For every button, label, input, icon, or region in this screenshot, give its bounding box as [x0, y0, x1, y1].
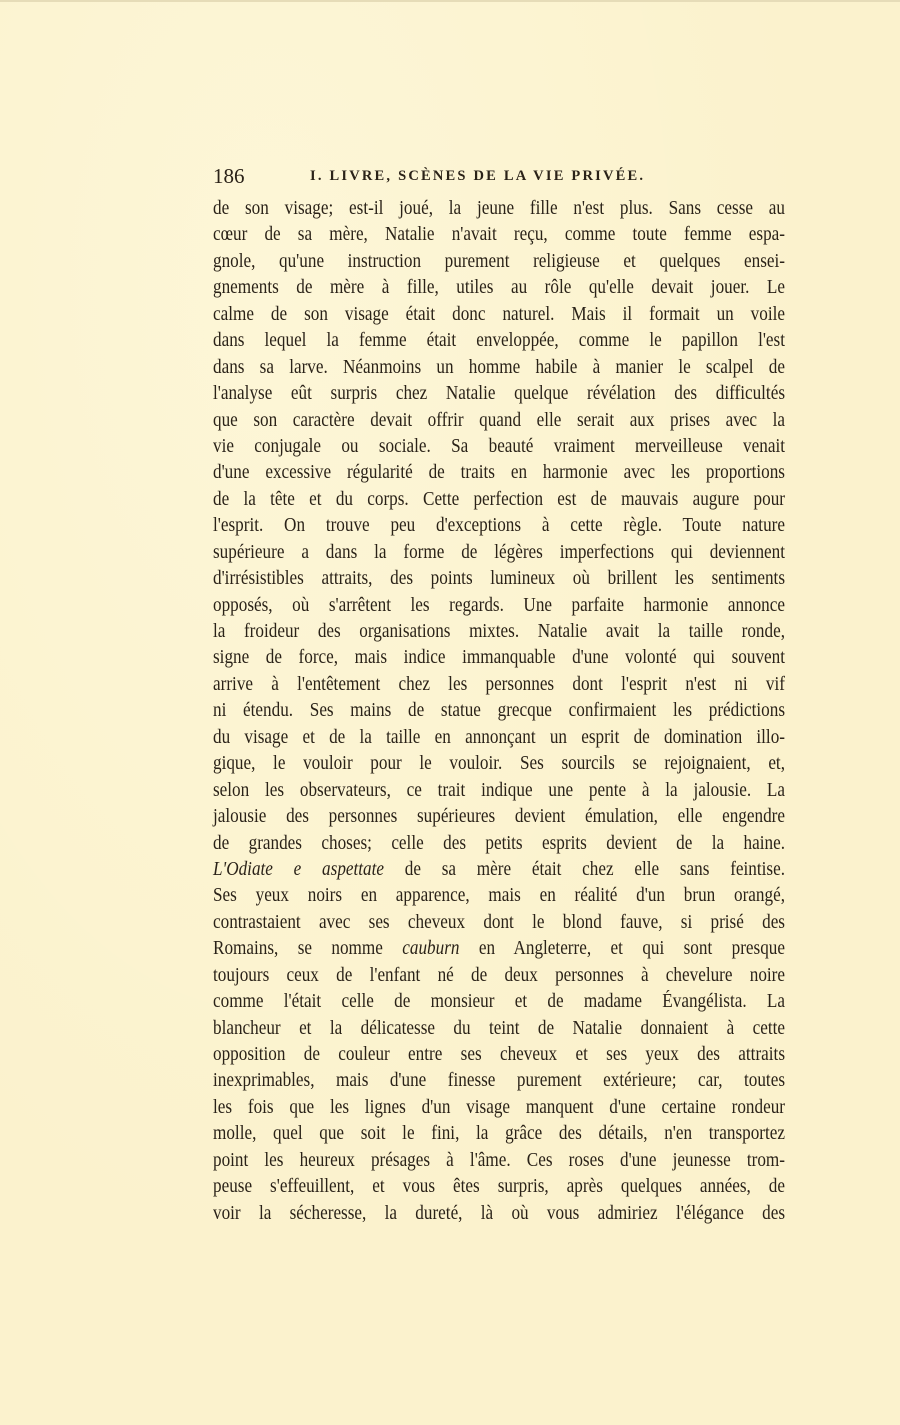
text-line: de grandes choses; celle des petits esprits devient de la haine. [213, 832, 785, 854]
text-line: la froideur des organisations mixtes. Natalie avait la taille ronde, [213, 621, 785, 642]
text-line: de la tête et du corps. Cette perfection est de mauvais augure pour [213, 488, 785, 510]
text-line: toujours ceux de l'enfant né de deux personnes à chevelure noire [213, 964, 785, 986]
body-text [213, 196, 785, 1227]
text-line: du visage et de la taille en annonçant un esprit de domination illo- [213, 726, 785, 748]
text-line: gique, le vouloir pour le vouloir. Ses sourcils se rejoignaient, et, [213, 753, 785, 775]
text-line: d'une excessive régularité de traits en harmonie avec les proportions [213, 462, 785, 484]
text-span: en Angleterre, et qui sont presque [459, 938, 785, 960]
text-line-with-italic [213, 936, 785, 962]
text-line: cœur de sa mère, Natalie n'avait reçu, comme toute femme espa- [213, 224, 785, 246]
text-line: d'irrésistibles attraits, des points lumineux où brillent les sentiments [213, 568, 785, 590]
text-line: peuse s'effeuillent, et vous êtes surpris, après quelques années, de [213, 1176, 785, 1198]
text-span: de sa mère était chez elle sans feintise. [384, 858, 785, 880]
running-head: I. LIVRE, SCÈNES DE LA VIE PRIVÉE. [310, 168, 646, 184]
text-line: les fois que les lignes d'un visage manquent d'une certaine rondeur [213, 1096, 785, 1118]
text-line: signe de force, mais indice immanquable d'une volonté qui souvent [213, 647, 785, 669]
text-line: contrastaient avec ses cheveux dont le blond fauve, si prisé des [213, 911, 785, 933]
text-line: molle, quel que soit le fini, la grâce des détails, n'en transportez [213, 1123, 785, 1145]
text-line: gnole, qu'une instruction purement religieuse et quelques ensei- [213, 250, 785, 272]
italic-word: cauburn [402, 938, 460, 960]
text-line: opposition de couleur entre ses cheveux et ses yeux des attraits [213, 1044, 785, 1065]
page-number: 186 [213, 164, 245, 188]
text-line: supérieure a dans la forme de légères imperfections qui deviennent [213, 541, 785, 563]
text-line: voir la sécheresse, la dureté, là où vous admiriez l'élégance des [213, 1202, 785, 1224]
text-line: dans lequel la femme était enveloppée, comme le papillon l'est [213, 330, 785, 352]
text-line: calme de son visage était donc naturel. Mais il formait un voile [213, 303, 785, 325]
text-line: l'analyse eût surpris chez Natalie quelque révélation des difficultés [213, 383, 785, 405]
text-line: point les heureux présages à l'âme. Ces roses d'une jeunesse trom- [213, 1149, 785, 1171]
page-edge [0, 0, 900, 2]
text-line: Ses yeux noirs en apparence, mais en réalité d'un brun orangé, [213, 885, 785, 907]
text-line: arrive à l'entêtement chez les personnes dont l'esprit n'est ni vif [213, 673, 785, 695]
text-line: selon les observateurs, ce trait indique une pente à la jalousie. La [213, 779, 785, 801]
text-line: blancheur et la délicatesse du teint de Natalie donnaient à cette [213, 1017, 785, 1039]
text-line: inexprimables, mais d'une finesse purement extérieure; car, toutes [213, 1070, 785, 1092]
text-line: opposés, où s'arrêtent les regards. Une parfaite harmonie annonce [213, 594, 785, 616]
page-header [213, 164, 785, 192]
text-line: comme l'était celle de monsieur et de madame Évangélista. La [213, 991, 785, 1013]
text-line: l'esprit. On trouve peu d'exceptions à cette règle. Toute nature [213, 515, 785, 537]
text-line: gnements de mère à fille, utiles au rôle qu'elle devait jouer. Le [213, 277, 785, 299]
text-span: Romains, se nomme [213, 938, 403, 960]
text-line: ni étendu. Ses mains de statue grecque confirmaient les prédictions [213, 700, 785, 722]
text-line: vie conjugale ou sociale. Sa beauté vraiment merveilleuse venait [213, 435, 785, 457]
text-line: de son visage; est-il joué, la jeune fille n'est plus. Sans cesse au [213, 198, 785, 219]
text-line-with-italic [213, 857, 785, 883]
text-line: jalousie des personnes supérieures devient émulation, elle engendre [213, 806, 785, 828]
italic-phrase: L'Odiate e aspettate [213, 858, 385, 880]
text-line: que son caractère devait offrir quand elle serait aux prises avec la [213, 409, 785, 431]
text-line: dans sa larve. Néanmoins un homme habile à manier le scalpel de [213, 356, 785, 378]
